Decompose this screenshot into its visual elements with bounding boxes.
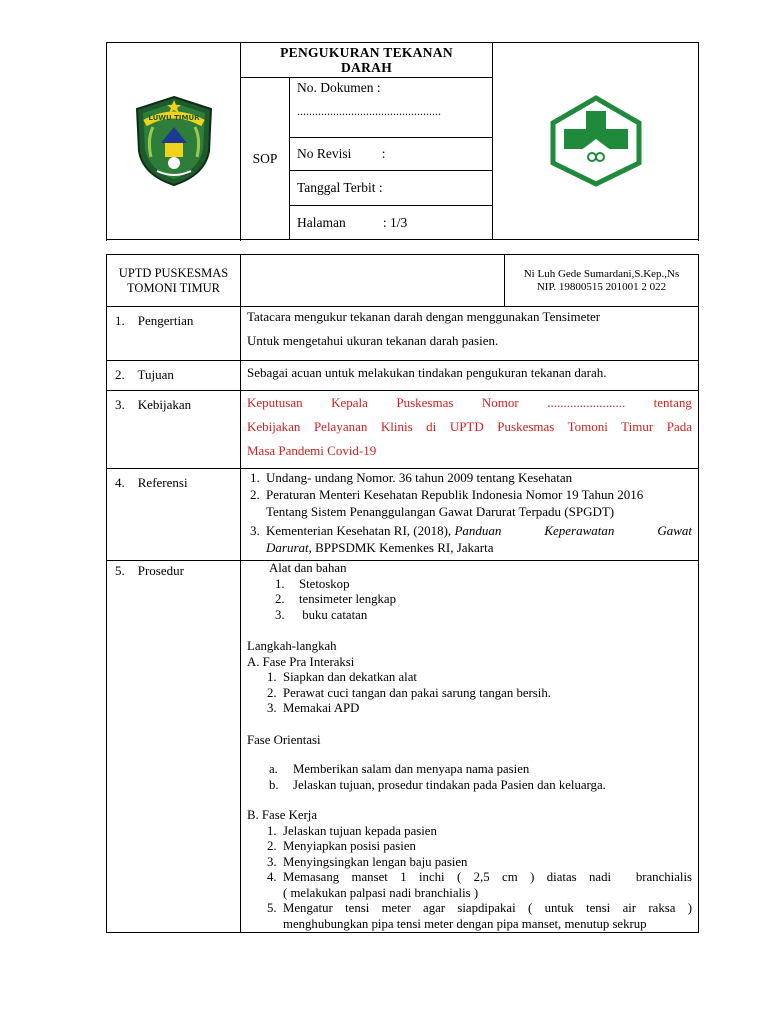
emblem-text: LUWU TIMUR bbox=[147, 114, 200, 122]
pengertian-line1: Tatacara mengukur tekanan darah dengan menggunakan Tensimeter bbox=[247, 309, 601, 324]
tanggal-terbit: Tanggal Terbit : bbox=[290, 171, 493, 206]
fase-b-item: Mengatur tensi meter agar siapdipakai ( untuk tensi air raksa ) bbox=[283, 901, 692, 915]
kebijakan-line3: Masa Pandemi Covid-19 bbox=[247, 443, 377, 458]
alat-title: Alat dan bahan bbox=[269, 561, 347, 575]
fase-orientasi-title: Fase Orientasi bbox=[247, 732, 321, 747]
fase-b-item-continued: menghubungkan pipa tensi meter dengan pipa manset, menutup sekrup bbox=[283, 916, 647, 931]
prosedur-content bbox=[241, 561, 699, 933]
fase-a-item: Memakai APD bbox=[283, 701, 360, 715]
fase-b-item: Memasang manset 1 inchi ( 2,5 cm ) diatas nadi branchialis bbox=[283, 870, 692, 884]
fase-b-item-continued: ( melakukan palpasi nadi branchialis ) bbox=[283, 885, 479, 900]
referensi-italic-title: Darurat bbox=[266, 539, 309, 555]
sop-label: SOP bbox=[241, 78, 290, 240]
section-label-prosedur: 5. Prosedur bbox=[107, 561, 241, 933]
sop-content-table bbox=[106, 254, 699, 933]
fase-a-item: Perawat cuci tangan dan pakai sarung tangan bersih. bbox=[283, 685, 551, 700]
fase-b-list: 1. Jelaskan tujuan kepada pasien 2. Menyiapkan posisi pasien 3. Menyingsingkan lengan baju pasien 4. Memasang manset 1 inchi ( 2,5 cm ) diatas nadi branchialis ( melakukan palpasi nadi branchialis ) 5. Mengatur tensi meter agar siapdipakai ( untuk tensi air raksa ) menghubungkan pipa tensi meter dengan pipa manset, menutup sekrup bbox=[267, 823, 692, 931]
pengertian-line2: Untuk mengetahui ukuran tekanan darah pasien. bbox=[247, 332, 499, 348]
org-cell bbox=[107, 255, 241, 307]
alat-item: tensimeter lengkap bbox=[299, 592, 397, 606]
referensi-text: Kementerian Kesehatan RI, (2018), bbox=[266, 522, 455, 538]
referensi-item: 2. Peraturan Menteri Kesehatan Republik Indonesia Nomor 19 Tahun 2016 Tentang Sistem Penanggulangan Gawat Darurat Terpadu (SPGDT) bbox=[250, 486, 644, 519]
no-dokumen-label: No. Dokumen : bbox=[297, 80, 381, 95]
section-label-tujuan: 2. Tujuan bbox=[107, 361, 241, 391]
halaman: Halaman : 1/3 bbox=[290, 206, 493, 240]
langkah-title: Langkah-langkah bbox=[247, 639, 337, 653]
org-name-line2: TOMONI TIMUR bbox=[127, 280, 220, 295]
fase-a-title: A. Fase Pra Interaksi bbox=[247, 654, 355, 669]
referensi-content bbox=[241, 469, 699, 561]
pengertian-content bbox=[241, 307, 699, 361]
kebijakan-line2: Kebijakan Pelayanan Klinis di UPTD Puskesmas Tomoni Timur Pada bbox=[247, 419, 692, 434]
tujuan-content bbox=[241, 361, 699, 391]
kebijakan-word: Kepala bbox=[331, 395, 368, 410]
referensi-item: 3. Kementerian Kesehatan RI, (2018), Panduan Keperawatan Gawat Darurat, BPPSDMK Kemenkes RI, Jakarta bbox=[250, 522, 692, 555]
luwu-timur-emblem-icon bbox=[131, 93, 217, 189]
signer-cell bbox=[505, 255, 699, 307]
referensi-italic-title: Panduan Keperawatan Gawat bbox=[454, 522, 692, 538]
tujuan-line1: Sebagai acuan untuk melakukan tindakan pengukuran tekanan darah. bbox=[247, 365, 607, 380]
fase-b-item: Menyingsingkan lengan baju pasien bbox=[283, 854, 468, 869]
alat-item: Stetoskop bbox=[299, 576, 350, 591]
kebijakan-word: tentang bbox=[653, 395, 692, 410]
left-logo-cell bbox=[107, 43, 241, 240]
alat-item: buku catatan bbox=[299, 607, 368, 622]
fase-b-item: Jelaskan tujuan kepada pasien bbox=[283, 823, 437, 838]
signature-blank-cell bbox=[241, 255, 505, 307]
doc-title-line1: PENGUKURAN TEKANAN bbox=[280, 45, 453, 60]
section-label-kebijakan: 3. Kebijakan bbox=[107, 391, 241, 469]
orientasi-item: Jelaskan tujuan, prosedur tindakan pada Pasien dan keluarga. bbox=[293, 777, 606, 792]
no-revisi: No Revisi : bbox=[290, 138, 493, 171]
referensi-item: 1. Undang- undang Nomor. 36 tahun 2009 tentang Kesehatan bbox=[250, 470, 573, 485]
fase-a-list: 1. Siapkan dan dekatkan alat 2. Perawat cuci tangan dan pakai sarung tangan bersih. 3. Memakai APD bbox=[267, 670, 551, 715]
kebijakan-word: Puskesmas bbox=[396, 395, 454, 410]
header-table bbox=[106, 42, 699, 240]
referensi-text: Undang- undang Nomor. 36 tahun 2009 tentang Kesehatan bbox=[266, 470, 573, 485]
no-dokumen-cell bbox=[290, 78, 493, 138]
doc-title-line2: DARAH bbox=[341, 60, 392, 75]
fase-b-title: B. Fase Kerja bbox=[247, 808, 318, 822]
right-logo-cell bbox=[493, 43, 699, 240]
org-name-line1: UPTD PUSKESMAS bbox=[118, 265, 229, 280]
referensi-text: Tentang Sistem Penanggulangan Gawat Darurat Terpadu (SPGDT) bbox=[266, 503, 615, 519]
referensi-text: Peraturan Menteri Kesehatan Republik Indonesia Nomor 19 Tahun 2016 bbox=[266, 486, 644, 502]
kebijakan-dots: ........................ bbox=[547, 395, 626, 410]
title-cell bbox=[241, 43, 493, 78]
signer-nip: NIP. 19800515 201001 2 022 bbox=[536, 280, 667, 293]
orientasi-list: a. Memberikan salam dan menyapa nama pasien b. Jelaskan tujuan, prosedur tindakan pada Pasien dan keluarga. bbox=[269, 762, 606, 792]
alat-list: 1. Stetoskop 2. tensimeter lengkap 3. buku catatan bbox=[275, 576, 397, 622]
kebijakan-line1 bbox=[247, 391, 692, 415]
kebijakan-word: Keputusan bbox=[247, 395, 303, 410]
signer-name: Ni Luh Gede Sumardani,S.Kep.,Ns bbox=[523, 267, 680, 280]
kebijakan-word: Nomor bbox=[481, 395, 519, 410]
no-dokumen-dots: ................................................ bbox=[297, 104, 441, 118]
puskesmas-cross-logo-icon bbox=[550, 95, 642, 187]
fase-b-item: Menyiapkan posisi pasien bbox=[283, 839, 416, 853]
orientasi-item: Memberikan salam dan menyapa nama pasien bbox=[293, 762, 530, 776]
kebijakan-content bbox=[241, 391, 699, 469]
section-label-referensi: 4. Referensi bbox=[107, 469, 241, 561]
referensi-text: , BPPSDMK Kemenkes RI, Jakarta bbox=[308, 539, 494, 555]
section-label-pengertian: 1. Pengertian bbox=[107, 307, 241, 361]
fase-a-item: Siapkan dan dekatkan alat bbox=[283, 670, 417, 684]
